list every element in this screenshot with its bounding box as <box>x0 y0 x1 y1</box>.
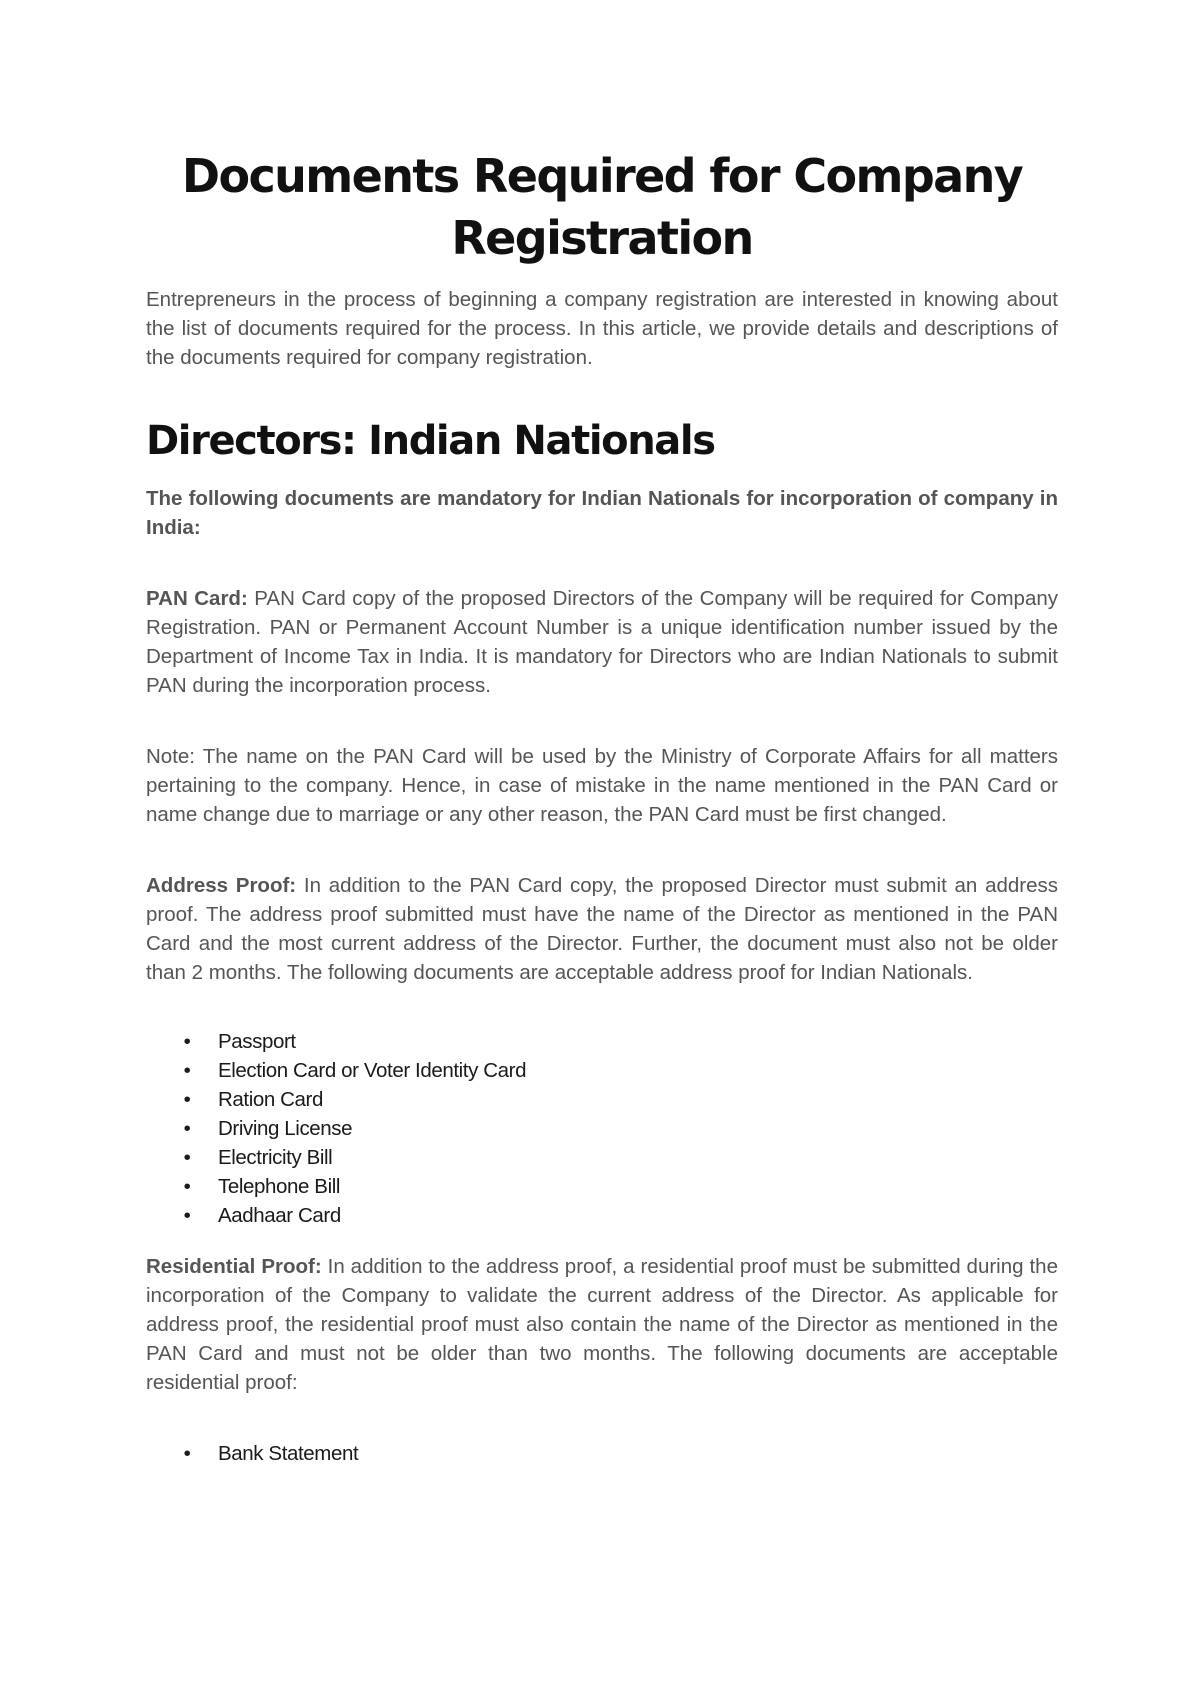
residential-proof-label: Residential Proof: <box>146 1255 322 1278</box>
list-item <box>183 1172 1058 1201</box>
bullet-icon: • <box>183 1117 191 1140</box>
bullet-icon: • <box>183 1088 191 1111</box>
address-proof-label: Address Proof: <box>146 874 297 897</box>
list-item-text: Bank Statement <box>218 1442 359 1465</box>
bullet-icon: • <box>183 1059 191 1082</box>
document-title: Documents Required for Company Registration <box>181 149 1023 265</box>
list-item <box>183 1085 1058 1114</box>
list-item-text: Election Card or Voter Identity Card <box>218 1059 527 1082</box>
section-heading-directors: Directors: Indian Nationals <box>146 418 715 464</box>
list-item-text: Electricity Bill <box>218 1146 333 1169</box>
pan-card-text: PAN Card copy of the proposed Directors of the Company will be required for Company Registration. PAN or Permanent Account Number is a unique identification number issued by the Department of Income Tax in India. It is mandatory for Directors who are Indian Nationals to submit PAN during the incorporation process. <box>146 587 1058 697</box>
list-item-text: Passport <box>218 1030 296 1053</box>
list-item <box>183 1439 1058 1468</box>
residential-proof-list <box>146 1439 1058 1468</box>
address-proof-paragraph <box>146 871 1058 987</box>
list-item <box>183 1201 1058 1230</box>
pan-card-label: PAN Card: <box>146 587 248 610</box>
residential-proof-paragraph <box>146 1252 1058 1397</box>
document-page <box>146 145 1058 1468</box>
bullet-icon: • <box>183 1030 191 1053</box>
pan-card-paragraph <box>146 584 1058 700</box>
list-item <box>183 1114 1058 1143</box>
bullet-icon: • <box>183 1146 191 1169</box>
list-item-text: Aadhaar Card <box>218 1204 341 1227</box>
section-lead: The following documents are mandatory for Indian Nationals for incorporation of company in India: <box>146 487 1058 539</box>
list-item <box>183 1027 1058 1056</box>
address-proof-list <box>146 1027 1058 1230</box>
bullet-icon: • <box>183 1204 191 1227</box>
list-item <box>183 1056 1058 1085</box>
bullet-icon: • <box>183 1442 191 1465</box>
list-item <box>183 1143 1058 1172</box>
address-proof-text: In addition to the PAN Card copy, the proposed Director must submit an address proof. The address proof submitted must have the name of the Director as mentioned in the PAN Card and the most current address of the Director. Further, the document must also not be older than 2 months. The following documents are acceptable address proof for Indian Nationals. <box>146 874 1058 984</box>
intro-paragraph: Entrepreneurs in the process of beginning a company registration are interested in knowing about the list of documents required for the process. In this article, we provide details and descriptions of the documents required for company registration. <box>146 288 1058 369</box>
residential-proof-text: In addition to the address proof, a residential proof must be submitted during the incorporation of the Company to validate the current address of the Director. As applicable for address proof, the residential proof must also contain the name of the Director as mentioned in the PAN Card and must not be older than two months. The following documents are acceptable residential proof: <box>146 1255 1058 1394</box>
list-item-text: Telephone Bill <box>218 1175 341 1198</box>
list-item-text: Ration Card <box>218 1088 323 1111</box>
note-paragraph: Note: The name on the PAN Card will be used by the Ministry of Corporate Affairs for all matters pertaining to the company. Hence, in case of mistake in the name mentioned in the PAN Card or name change due to marriage or any other reason, the PAN Card must be first changed. <box>146 745 1058 826</box>
bullet-icon: • <box>183 1175 191 1198</box>
list-item-text: Driving License <box>218 1117 353 1140</box>
